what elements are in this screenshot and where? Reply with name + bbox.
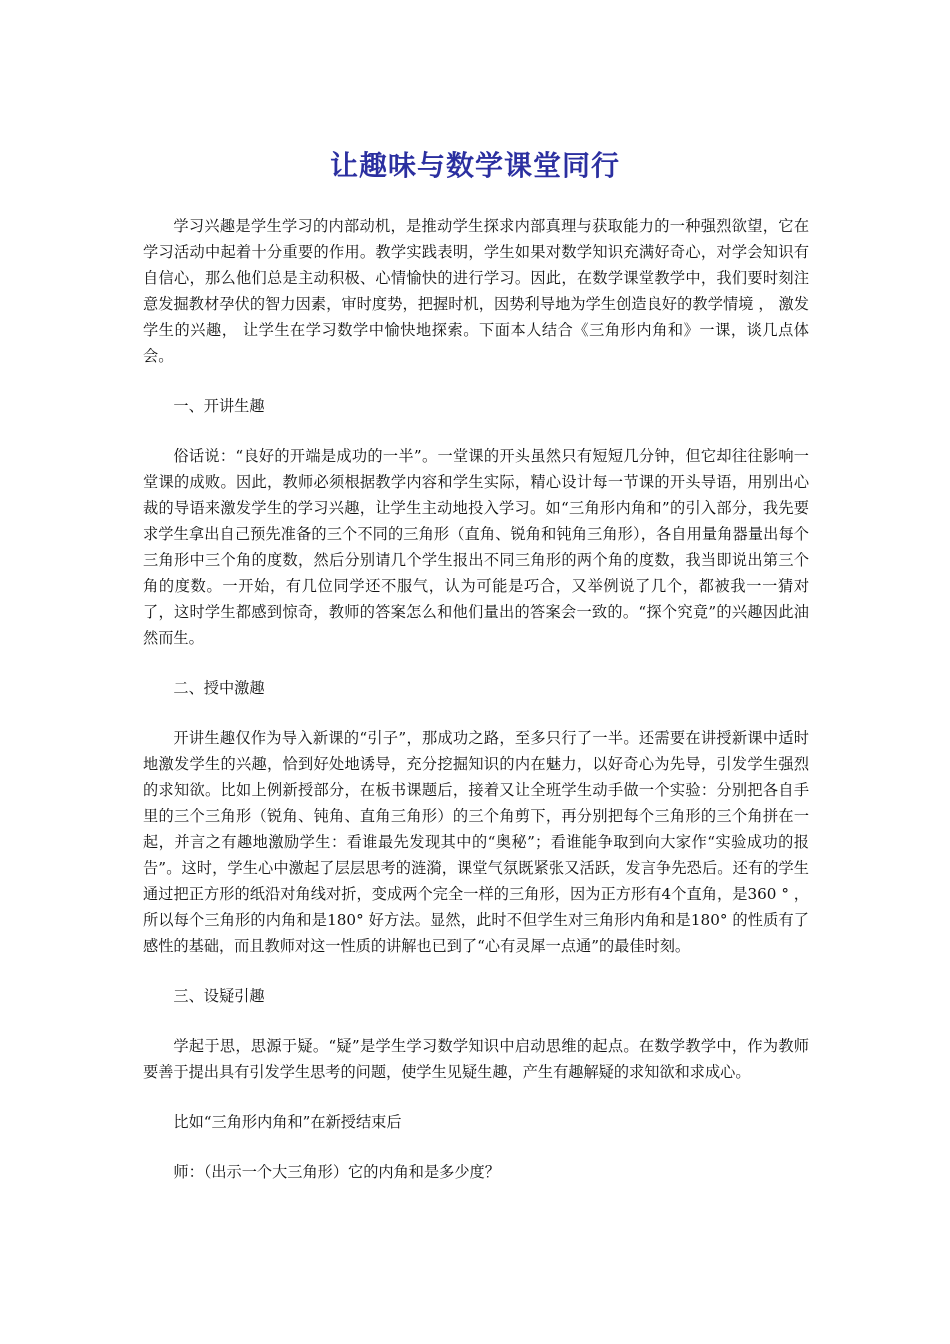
section-heading-1: 一、开讲生趣 [173,397,265,415]
section-2-paragraph: 开讲生趣仅作为导入新课的“引子”，那成功之路，至多只行了一半。还需要在讲授新课中适时地激发学生的兴趣，恰到好处地诱导，充分挖掘知识的内在魅力，以好奇心为先导，引发学生强烈的求知欲。比如上例新授部分，在板书课题后，接着又让全班学生动手做一个实验：分别把各自手里的三个三角形（锐角、钝角、直角三角形）的三个角剪下，再分别把每个三角形的三个角拼在一起，并言之有趣地激励学生：看谁最先发现其中的“奥秘”；看谁能争取到向大家作“实验成功的报告”。这时，学生心中激起了层层思考的涟漪，课堂气氛既紧张又活跃，发言争先恐后。还有的学生通过把正方形的纸沿对角线对折，变成两个完全一样的三角形，因为正方形有4个直角，是360 ° ，所以每个三角形的内角和是180° 好方法。显然，此时不但学生对三角形内角和是180° 的性质有了感性的基础，而且教师对这一性质的讲解也已到了“心有灵犀一点通”的最佳时刻。 [143,729,809,955]
section-heading-3: 三、设疑引趣 [173,987,265,1005]
section-3-paragraph: 学起于思，思源于疑。“疑”是学生学习数学知识中启动思维的起点。在数学教学中，作为教师要善于提出具有引发学生思考的问题，使学生见疑生趣，产生有趣解疑的求知欲和求成心。 [143,1037,809,1081]
document-body [143,213,809,1185]
teacher-question-line: 师：（出示一个大三角形）它的内角和是多少度？ [173,1163,500,1181]
page-title: 让趣味与数学课堂同行 [329,149,620,182]
example-intro-line: 比如“三角形内角和”在新授结束后 [173,1113,402,1131]
section-1-paragraph: 俗话说：“良好的开端是成功的一半”。一堂课的开头虽然只有短短几分钟，但它却往往影响一堂课的成败。因此，教师必须根据教学内容和学生实际，精心设计每一节课的开头导语，用别出心裁的导语来激发学生的学习兴趣，让学生主动地投入学习。如“三角形内角和”的引入部分，我先要求学生拿出自己预先准备的三个不同的三角形（直角、锐角和钝角三角形），各自用量角器量出每个三角形中三个角的度数，然后分别请几个学生报出不同三角形的两个角的度数，我当即说出第三个角的度数。一开始，有几位同学还不服气，认为可能是巧合，又举例说了几个，都被我一一猜对了，这时学生都感到惊奇，教师的答案怎么和他们量出的答案会一致的。“探个究竟”的兴趣因此油然而生。 [143,447,809,647]
intro-paragraph: 学习兴趣是学生学习的内部动机，是推动学生探求内部真理与获取能力的一种强烈欲望，它在学习活动中起着十分重要的作用。教学实践表明，学生如果对数学知识充满好奇心，对学会知识有自信心，那么他们总是主动积极、心情愉快的进行学习。因此，在数学课堂教学中，我们要时刻注意发掘教材孕伏的智力因素，审时度势，把握时机，因势利导地为学生创造良好的教学情境 ， 激发学生的兴趣， 让学生在学习数学中愉快地探索。下面本人结合《三角形内角和》一课，谈几点体会。 [143,217,809,365]
section-heading-2: 二、授中激趣 [173,679,265,697]
